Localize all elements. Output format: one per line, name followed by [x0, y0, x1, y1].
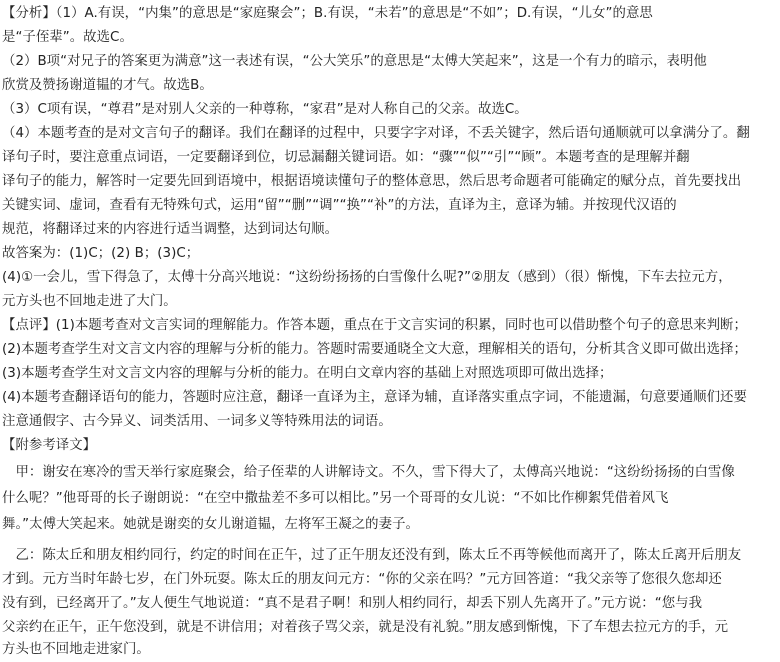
answer-line: 元方头也不回地走进了大门。 — [2, 294, 177, 309]
analysis-line: 译句子时，要注意重点词语，一定要翻译到位，切忌漏翻关键词语。如：“骤”“似”“引”“顾”。本题考查的是理解并翻 — [2, 150, 690, 165]
answer-line: 故答案为：(1)C；(2) B；(3)C； — [2, 246, 200, 261]
comment-line: (2)本题考查学生对文言文内容的理解与分析的能力。答题时需要通晓全文大意，理解相关的语句，分析其含义即可做出选择； — [2, 342, 747, 357]
comment-line: 【点评】(1)本题考查对文言实词的理解能力。作答本题，重点在于文言实词的积累，同时也可以借助整个句子的意思来判断； — [2, 318, 747, 333]
translation-jia-line: 舞。”太傅大笑起来。她就是谢奕的女儿谢道韫，左将军王凝之的妻子。 — [2, 517, 419, 532]
analysis-line: 关键实词、虚词，查看有无特殊句式，运用“留”“删”“调”“换”“补”的方法，直译为主，意译为辅。并按现代汉语的 — [2, 198, 677, 213]
analysis-line: （4）本题考查的是对文言句子的翻译。我们在翻译的过程中，只要字字对译，不丢关键字，然后语句通顺就可以拿满分了。翻 — [2, 126, 750, 141]
comment-line: 注意通假字、古今异义、词类活用、一词多义等特殊用法的词语。 — [2, 414, 392, 429]
analysis-line: 规范，将翻译过来的内容进行适当调整，达到词达句顺。 — [2, 222, 339, 237]
comment-line: (3)本题考查学生对文言文内容的理解与分析的能力。在明白文章内容的基础上对照选项即可做出选择； — [2, 366, 613, 381]
translation-jia-line: 什么呢？”他哥哥的长子谢朗说：“在空中撒盐差不多可以相比。”另一个哥哥的女儿说：“不如比作柳絮凭借着风飞 — [2, 491, 669, 506]
comment-line: (4)本题考查翻译语句的能力，答题时应注意，翻译一直译为主，意译为辅，直译落实重点字词，不能遗漏，句意要通顺们还要 — [2, 390, 747, 405]
translation-yi-line: 才到。元方当时年龄七岁，在门外玩耍。陈太丘的朋友问元方：“你的父亲在吗？”元方回答道：“我父亲等了您很久您却还 — [2, 572, 722, 587]
reference-heading: 【附参考译文】 — [2, 438, 97, 453]
translation-yi-line: 乙：陈太丘和朋友相约同行，约定的时间在正午，过了正午朋友还没有到，陈太丘不再等候他而离开了，陈太丘离开后朋友 — [2, 548, 742, 563]
analysis-line: （2）B项“对兄子的答案更为满意”这一表述有误，“公大笑乐”的意思是“太傅大笑起来”，这是一个有力的暗示，表明他 — [2, 54, 707, 69]
analysis-line: 是“子侄辈”。故选C。 — [2, 30, 133, 45]
translation-jia-line: 甲：谢安在寒冷的雪天举行家庭聚会，给子侄辈的人讲解诗文。不久，雪下得大了，太傅高兴地说：“这纷纷扬扬的白雪像 — [2, 465, 735, 480]
analysis-line: 欣赏及赞扬谢道韫的才气。故选B。 — [2, 78, 213, 93]
translation-yi-line: 父亲约在正午，正午您没到，就是不讲信用；对着孩子骂父亲，就是没有礼貌。”朋友感到惭愧，下了车想去拉元方的手，元 — [2, 620, 729, 635]
analysis-line: 译句子的能力，解答时一定要先回到语境中，根据语境读懂句子的整体意思，然后思考命题者可能确定的赋分点，首先要找出 — [2, 174, 742, 189]
translation-yi-line: 方头也不回地走进家门。 — [2, 642, 150, 657]
translation-yi-line: 没有到，已经离开了。”友人便生气地说道：“真不是君子啊！和别人相约同行，却丢下别人先离开了。”元方说：“您与我 — [2, 596, 703, 611]
analysis-line: 【分析】（1）A.有误，“内集”的意思是“家庭聚会”；B.有误，“未若”的意思是“不如”；D.有误，“儿女”的意思 — [2, 6, 653, 21]
answer-line: (4)①一会儿，雪下得急了，太傅十分高兴地说：“这纷纷扬扬的白雪像什么呢?”②朋友（感到）（很）惭愧，下车去拉元方， — [2, 270, 732, 285]
analysis-line: （3）C项有误，“尊君”是对别人父亲的一种尊称，“家君”是对人称自己的父亲。故选C。 — [2, 102, 528, 117]
